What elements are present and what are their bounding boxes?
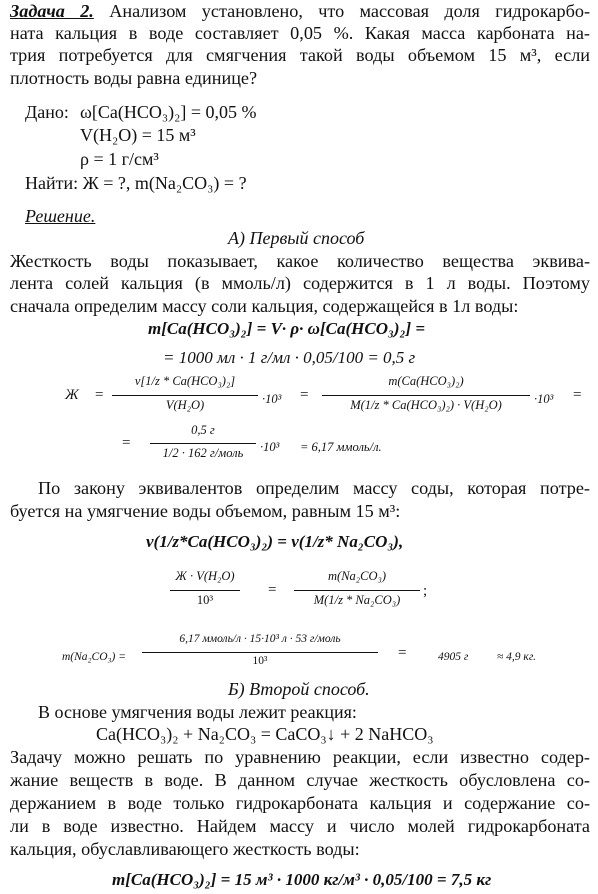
hardness-eq-4: = <box>122 435 131 451</box>
find-line: Найти: Ж = ?, m(Na₂CO₃) = ? <box>25 173 247 193</box>
fraction-bar <box>322 395 530 396</box>
given-omega: ω[Ca(HCO₃)₂] = 0,05 % <box>80 102 257 122</box>
solution-label: Решение. <box>25 206 96 226</box>
equation-mass-salt-value: = 1000 мл · 1 г/мл · 0,05/100 = 0,5 г <box>163 348 416 367</box>
method-b-line-2: Задачу можно решать по уравнению реакции, если известно содер- <box>10 747 590 767</box>
hardness-num-2: m(Ca(HCO₃)₂) <box>388 374 464 388</box>
method-b-line-6: кальция, обуславливающего жесткость воды: <box>10 839 360 859</box>
prop-num-2-wrap <box>292 569 422 584</box>
task-line-3: трия потребуется для смягчения такой воды объемом 15 м³, если <box>10 45 590 65</box>
given-volume: V(H₂O) = 15 м³ <box>80 125 196 145</box>
fraction-bar <box>170 590 240 591</box>
hardness-den-2: M(1/z * Ca(HCO₃)₂) · V(H₂O) <box>350 398 502 412</box>
method-b-line-3: жание веществ в воде. В данном случае жесткость обусловлена со- <box>10 770 590 790</box>
reaction-equation: Ca(HCO₃)₂ + Na₂CO₃ = CaCO₃↓ + 2 NaHCO₃ <box>96 724 434 744</box>
prop-den-1: 10³ <box>196 593 214 607</box>
mass-result-1: 4905 г <box>438 651 469 663</box>
equation-equivalents: ν(1/z*Ca(HCO₃)₂) = ν(1/z* Na₂CO₃), <box>146 532 404 551</box>
hardness-num-1: ν[1/z * Ca(HCO₃)₂] <box>134 374 236 388</box>
task-label: Задача 2. <box>10 1 94 21</box>
fraction-bar <box>112 395 258 396</box>
prop-num-1-wrap <box>165 569 245 584</box>
task-line-1 <box>10 0 590 22</box>
prop-den-1-wrap <box>165 593 245 608</box>
method-a-line-3: сначала определим массу соли кальция, содержащейся в 1л воды: <box>10 296 519 316</box>
law-line-2: буется на умягчение воды объемом, равным 15 м³: <box>10 501 401 521</box>
hardness-mult-1: ·10³ <box>262 392 282 406</box>
method-b-line-5: ли в воде известно. Найдем массу и число молей гидрокарбоната <box>10 816 590 836</box>
method-a-line-2: лента солей кальция (в ммоль/л) содержится в 1 л воды. Поэтому <box>10 273 590 293</box>
hardness-num-3-wrap <box>148 423 258 438</box>
prop-eq: = <box>268 582 277 598</box>
task-line-2: ната кальция в воде составляет 0,05 %. Какая масса карбоната на- <box>10 23 590 43</box>
hardness-result: = 6,17 ммоль/л. <box>300 440 382 454</box>
law-line-1: По закону эквивалентов определим массу соды, которая потре- <box>38 478 590 498</box>
fraction-bar <box>150 443 256 444</box>
fraction-bar <box>142 652 378 653</box>
method-a-line-1: Жесткость воды показывает, какое количество вещества эквива- <box>10 251 590 271</box>
fraction-bar <box>294 590 420 591</box>
prop-den-2: M(1/z * Na₂CO₃) <box>313 593 401 607</box>
method-b-heading: Б) Второй способ. <box>228 679 370 699</box>
hardness-fraction-1 <box>110 374 260 389</box>
hardness-num-2-wrap <box>320 374 532 389</box>
given-density: ρ = 1 г/см³ <box>80 149 159 169</box>
hardness-mult-3: ·10³ <box>260 440 280 454</box>
given-label: Дано: <box>25 102 69 122</box>
hardness-den-1-wrap <box>110 398 260 413</box>
prop-semicolon: ; <box>423 583 428 599</box>
mass-den-wrap <box>140 655 380 667</box>
mass-lhs: m(Na₂CO₃) = <box>62 651 126 663</box>
hardness-mult-2: ·10³ <box>534 392 554 406</box>
method-b-line-4: держанием в воде только гидрокарбоната кальция и содержание со- <box>10 793 590 813</box>
task-text-1: Анализом установлено, что массовая доля гидрокарбо- <box>109 1 591 21</box>
method-b-line-1: В основе умягчения воды лежит реакция: <box>38 702 357 722</box>
prop-num-1: Ж · V(H₂O) <box>175 569 235 583</box>
hardness-num-3: 0,5 г <box>191 423 215 437</box>
hardness-den-3-wrap <box>148 446 258 461</box>
task-line-4: плотность воды равна единице? <box>10 68 258 88</box>
hardness-eq-3: = <box>573 387 582 403</box>
equation-mass-salt: m[Ca(HCO₃)₂] = V· ρ· ω[Ca(HCO₃)₂] = <box>148 319 426 338</box>
hardness-den-1: V(H₂O) <box>165 398 205 412</box>
method-a-heading: А) Первый способ <box>228 228 365 248</box>
mass-result-2: ≈ 4,9 кг. <box>497 651 537 663</box>
hardness-eq: = <box>95 387 104 403</box>
mass-den: 10³ <box>252 655 268 667</box>
prop-den-2-wrap <box>292 593 422 608</box>
hardness-den-2-wrap <box>320 398 532 413</box>
equation-final: m[Ca(HCO₃)₂] = 15 м³ · 1000 кг/м³ · 0,05/100 = 7,5 кг <box>112 870 492 889</box>
hardness-symbol: Ж <box>65 387 79 403</box>
prop-num-2: m(Na₂CO₃) <box>328 569 386 583</box>
hardness-eq-2: = <box>300 387 309 403</box>
mass-eq: = <box>398 645 407 661</box>
mass-num: 6,17 ммоль/л · 15·10³ л · 53 г/моль <box>179 633 341 645</box>
hardness-den-3: 1/2 · 162 г/моль <box>162 446 244 460</box>
mass-num-wrap <box>140 633 380 645</box>
